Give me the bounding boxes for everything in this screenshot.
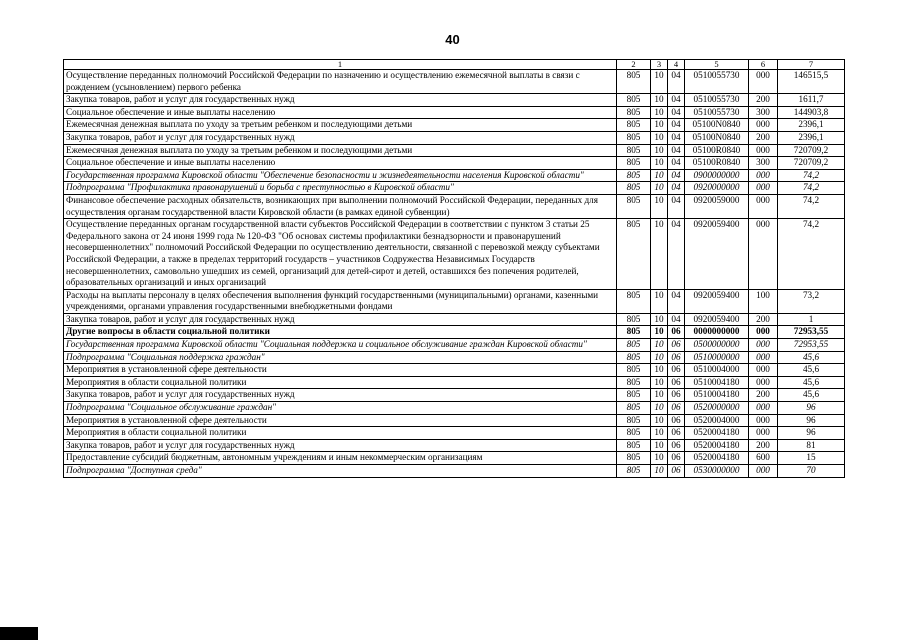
- table-row: [64, 364, 845, 377]
- table-row: [64, 289, 845, 313]
- subsection-code-cell: 06: [668, 452, 685, 465]
- target-article-cell: 0520004180: [685, 439, 749, 452]
- ministry-code-cell: 805: [617, 414, 651, 427]
- target-article-cell: 0920000000: [685, 182, 749, 195]
- table-row: [64, 169, 845, 182]
- expense-type-cell: 000: [749, 465, 778, 478]
- subsection-code-cell: 06: [668, 389, 685, 402]
- row-name-cell: Подпрограмма "Доступная среда": [64, 465, 617, 478]
- amount-cell: 73,2: [778, 289, 845, 313]
- column-header: 5: [685, 60, 749, 70]
- row-name-cell: Закупка товаров, работ и услуг для государственных нужд: [64, 131, 617, 144]
- ministry-code-cell: 805: [617, 439, 651, 452]
- row-name-cell: Ежемесячная денежная выплата по уходу за третьим ребенком и последующими детьми: [64, 144, 617, 157]
- amount-cell: 96: [778, 402, 845, 415]
- expense-type-cell: 000: [749, 169, 778, 182]
- row-name-cell: Государственная программа Кировской области "Обеспечение безопасности и жизнедеятельности населения Кировской области": [64, 169, 617, 182]
- row-name-cell: Подпрограмма "Социальная поддержка граждан": [64, 351, 617, 364]
- amount-cell: 72953,55: [778, 326, 845, 339]
- table-row: [64, 94, 845, 107]
- section-code-cell: 10: [651, 94, 668, 107]
- ministry-code-cell: 805: [617, 289, 651, 313]
- expense-type-cell: 000: [749, 364, 778, 377]
- column-header: 1: [64, 60, 617, 70]
- table-row: [64, 326, 845, 339]
- ministry-code-cell: 805: [617, 313, 651, 326]
- amount-cell: 81: [778, 439, 845, 452]
- ministry-code-cell: 805: [617, 70, 651, 94]
- row-name-cell: Закупка товаров, работ и услуг для государственных нужд: [64, 439, 617, 452]
- expense-type-cell: 200: [749, 439, 778, 452]
- section-code-cell: 10: [651, 427, 668, 440]
- row-name-cell: Осуществление переданных органам государственной власти субъектов Российской Федерации в соответствии с пунктом 3 статьи 25 Федерального закона от 24 июня 1999 года № 120-ФЗ "Об основах системы профилактики безнадзорности и правонарушений несовершеннолетних" полномочий Российской Федерации по осуществлению деятельности, связанной с перевозкой между субъектами Российской Федерации, а также в пределах территорий государств – участников Содружества Независимых Государств несовершеннолетних, самовольно ушедших из семей, организаций для детей-сирот и детей, оставшихся без попечения родителей, образовательных организаций и иных организаций: [64, 219, 617, 290]
- expense-type-cell: 000: [749, 402, 778, 415]
- subsection-code-cell: 04: [668, 289, 685, 313]
- ministry-code-cell: 805: [617, 351, 651, 364]
- subsection-code-cell: 06: [668, 427, 685, 440]
- subsection-code-cell: 06: [668, 326, 685, 339]
- subsection-code-cell: 04: [668, 182, 685, 195]
- table-row: [64, 402, 845, 415]
- section-code-cell: 10: [651, 339, 668, 352]
- section-code-cell: 10: [651, 70, 668, 94]
- ministry-code-cell: 805: [617, 339, 651, 352]
- table-body: [64, 70, 845, 478]
- ministry-code-cell: 805: [617, 364, 651, 377]
- target-article-cell: 0510000000: [685, 351, 749, 364]
- column-header: 6: [749, 60, 778, 70]
- expense-type-cell: 600: [749, 452, 778, 465]
- section-code-cell: 10: [651, 144, 668, 157]
- ministry-code-cell: 805: [617, 106, 651, 119]
- section-code-cell: 10: [651, 119, 668, 132]
- table-row: [64, 119, 845, 132]
- expense-type-cell: 000: [749, 427, 778, 440]
- target-article-cell: 0520004000: [685, 414, 749, 427]
- table-row: [64, 131, 845, 144]
- amount-cell: 74,2: [778, 169, 845, 182]
- subsection-code-cell: 04: [668, 70, 685, 94]
- amount-cell: 1: [778, 313, 845, 326]
- section-code-cell: 10: [651, 169, 668, 182]
- row-name-cell: Подпрограмма "Профилактика правонарушений и борьба с преступностью в Кировской области": [64, 182, 617, 195]
- target-article-cell: 0520000000: [685, 402, 749, 415]
- table-row: [64, 452, 845, 465]
- target-article-cell: 0510004180: [685, 376, 749, 389]
- row-name-cell: Другие вопросы в области социальной политики: [64, 326, 617, 339]
- target-article-cell: 05100N0840: [685, 119, 749, 132]
- target-article-cell: 0520004180: [685, 452, 749, 465]
- amount-cell: 144903,8: [778, 106, 845, 119]
- target-article-cell: 0920059400: [685, 219, 749, 290]
- table-row: [64, 219, 845, 290]
- table-row: [64, 144, 845, 157]
- row-name-cell: Предоставление субсидий бюджетным, автономным учреждениям и иным некоммерческим организациям: [64, 452, 617, 465]
- page-number: 40: [445, 32, 460, 47]
- amount-cell: 72953,55: [778, 339, 845, 352]
- row-name-cell: Мероприятия в установленной сфере деятельности: [64, 414, 617, 427]
- amount-cell: 45,6: [778, 351, 845, 364]
- subsection-code-cell: 04: [668, 157, 685, 170]
- subsection-code-cell: 04: [668, 94, 685, 107]
- subsection-code-cell: 04: [668, 131, 685, 144]
- subsection-code-cell: 04: [668, 219, 685, 290]
- section-code-cell: 10: [651, 131, 668, 144]
- table-row: [64, 376, 845, 389]
- target-article-cell: 05100N0840: [685, 131, 749, 144]
- expense-type-cell: 300: [749, 106, 778, 119]
- table-row: [64, 389, 845, 402]
- expense-type-cell: 000: [749, 219, 778, 290]
- amount-cell: 74,2: [778, 182, 845, 195]
- target-article-cell: 0520004180: [685, 427, 749, 440]
- budget-table: [63, 59, 845, 478]
- table-row: [64, 157, 845, 170]
- column-header: 4: [668, 60, 685, 70]
- section-code-cell: 10: [651, 182, 668, 195]
- ministry-code-cell: 805: [617, 144, 651, 157]
- ministry-code-cell: 805: [617, 157, 651, 170]
- table-row: [64, 465, 845, 478]
- table-row: [64, 351, 845, 364]
- expense-type-cell: 000: [749, 326, 778, 339]
- ministry-code-cell: 805: [617, 169, 651, 182]
- target-article-cell: 0530000000: [685, 465, 749, 478]
- amount-cell: 45,6: [778, 364, 845, 377]
- amount-cell: 15: [778, 452, 845, 465]
- target-article-cell: 0510004180: [685, 389, 749, 402]
- section-code-cell: 10: [651, 465, 668, 478]
- table-row: [64, 313, 845, 326]
- target-article-cell: 0900000000: [685, 169, 749, 182]
- amount-cell: 720709,2: [778, 157, 845, 170]
- section-code-cell: 10: [651, 439, 668, 452]
- section-code-cell: 10: [651, 414, 668, 427]
- row-name-cell: Социальное обеспечение и иные выплаты населению: [64, 106, 617, 119]
- section-code-cell: 10: [651, 289, 668, 313]
- expense-type-cell: 000: [749, 119, 778, 132]
- section-code-cell: 10: [651, 376, 668, 389]
- row-name-cell: Государственная программа Кировской области "Социальная поддержка и социальное обслуживание граждан Кировской области": [64, 339, 617, 352]
- target-article-cell: 05100R0840: [685, 144, 749, 157]
- expense-type-cell: 000: [749, 182, 778, 195]
- subsection-code-cell: 06: [668, 351, 685, 364]
- target-article-cell: 0510055730: [685, 106, 749, 119]
- expense-type-cell: 100: [749, 289, 778, 313]
- target-article-cell: 0000000000: [685, 326, 749, 339]
- section-code-cell: 10: [651, 157, 668, 170]
- target-article-cell: 0920059400: [685, 313, 749, 326]
- section-code-cell: 10: [651, 326, 668, 339]
- table-row: [64, 339, 845, 352]
- section-code-cell: 10: [651, 194, 668, 218]
- section-code-cell: 10: [651, 389, 668, 402]
- subsection-code-cell: 06: [668, 414, 685, 427]
- row-name-cell: Финансовое обеспечение расходных обязательств, возникающих при выполнении полномочий Российской Федерации, переданных для осуществления органам государственной власти Кировской области (в рамках единой субвенции): [64, 194, 617, 218]
- row-name-cell: Мероприятия в области социальной политики: [64, 427, 617, 440]
- section-code-cell: 10: [651, 351, 668, 364]
- target-article-cell: 0510055730: [685, 70, 749, 94]
- table-row: [64, 182, 845, 195]
- expense-type-cell: 200: [749, 131, 778, 144]
- target-article-cell: 0920059400: [685, 289, 749, 313]
- ministry-code-cell: 805: [617, 326, 651, 339]
- expense-type-cell: 000: [749, 376, 778, 389]
- section-code-cell: 10: [651, 219, 668, 290]
- amount-cell: 720709,2: [778, 144, 845, 157]
- subsection-code-cell: 04: [668, 144, 685, 157]
- target-article-cell: 0920059000: [685, 194, 749, 218]
- subsection-code-cell: 06: [668, 376, 685, 389]
- ministry-code-cell: 805: [617, 376, 651, 389]
- row-name-cell: Осуществление переданных полномочий Российской Федерации по назначению и осуществлению ежемесячной выплаты в связи с рождением (усыновлением) первого ребенка: [64, 70, 617, 94]
- subsection-code-cell: 04: [668, 119, 685, 132]
- table-row: [64, 70, 845, 94]
- target-article-cell: 0510004000: [685, 364, 749, 377]
- row-name-cell: Подпрограмма "Социальное обслуживание граждан": [64, 402, 617, 415]
- row-name-cell: Закупка товаров, работ и услуг для государственных нужд: [64, 313, 617, 326]
- target-article-cell: 0510055730: [685, 94, 749, 107]
- amount-cell: 45,6: [778, 376, 845, 389]
- amount-cell: 146515,5: [778, 70, 845, 94]
- table-row: [64, 194, 845, 218]
- scan-margin-mark: [0, 627, 38, 640]
- expense-type-cell: 000: [749, 70, 778, 94]
- amount-cell: 74,2: [778, 194, 845, 218]
- row-name-cell: Закупка товаров, работ и услуг для государственных нужд: [64, 389, 617, 402]
- section-code-cell: 10: [651, 313, 668, 326]
- table-row: [64, 439, 845, 452]
- subsection-code-cell: 06: [668, 364, 685, 377]
- amount-cell: 45,6: [778, 389, 845, 402]
- subsection-code-cell: 04: [668, 169, 685, 182]
- expense-type-cell: 200: [749, 94, 778, 107]
- expense-type-cell: 000: [749, 339, 778, 352]
- subsection-code-cell: 04: [668, 106, 685, 119]
- row-name-cell: Мероприятия в области социальной политики: [64, 376, 617, 389]
- amount-cell: 2396,1: [778, 119, 845, 132]
- expense-type-cell: 200: [749, 389, 778, 402]
- ministry-code-cell: 805: [617, 427, 651, 440]
- subsection-code-cell: 04: [668, 194, 685, 218]
- table-row: [64, 414, 845, 427]
- row-name-cell: Мероприятия в установленной сфере деятельности: [64, 364, 617, 377]
- ministry-code-cell: 805: [617, 402, 651, 415]
- ministry-code-cell: 805: [617, 465, 651, 478]
- row-name-cell: Социальное обеспечение и иные выплаты населению: [64, 157, 617, 170]
- ministry-code-cell: 805: [617, 182, 651, 195]
- subsection-code-cell: 04: [668, 313, 685, 326]
- section-code-cell: 10: [651, 106, 668, 119]
- column-header: 3: [651, 60, 668, 70]
- table-header-row: [64, 60, 845, 70]
- expense-type-cell: 000: [749, 414, 778, 427]
- subsection-code-cell: 06: [668, 465, 685, 478]
- column-header: 2: [617, 60, 651, 70]
- table-row: [64, 106, 845, 119]
- column-header: 7: [778, 60, 845, 70]
- ministry-code-cell: 805: [617, 389, 651, 402]
- expense-type-cell: 200: [749, 313, 778, 326]
- expense-type-cell: 000: [749, 194, 778, 218]
- expense-type-cell: 300: [749, 157, 778, 170]
- subsection-code-cell: 06: [668, 339, 685, 352]
- ministry-code-cell: 805: [617, 452, 651, 465]
- amount-cell: 96: [778, 414, 845, 427]
- subsection-code-cell: 06: [668, 439, 685, 452]
- amount-cell: 1611,7: [778, 94, 845, 107]
- ministry-code-cell: 805: [617, 94, 651, 107]
- amount-cell: 2396,1: [778, 131, 845, 144]
- section-code-cell: 10: [651, 364, 668, 377]
- target-article-cell: 05100R0840: [685, 157, 749, 170]
- row-name-cell: Закупка товаров, работ и услуг для государственных нужд: [64, 94, 617, 107]
- table-row: [64, 427, 845, 440]
- ministry-code-cell: 805: [617, 194, 651, 218]
- amount-cell: 70: [778, 465, 845, 478]
- ministry-code-cell: 805: [617, 119, 651, 132]
- expense-type-cell: 000: [749, 351, 778, 364]
- subsection-code-cell: 06: [668, 402, 685, 415]
- ministry-code-cell: 805: [617, 131, 651, 144]
- expense-type-cell: 000: [749, 144, 778, 157]
- section-code-cell: 10: [651, 402, 668, 415]
- target-article-cell: 0500000000: [685, 339, 749, 352]
- section-code-cell: 10: [651, 452, 668, 465]
- amount-cell: 74,2: [778, 219, 845, 290]
- ministry-code-cell: 805: [617, 219, 651, 290]
- row-name-cell: Ежемесячная денежная выплата по уходу за третьим ребенком и последующими детьми: [64, 119, 617, 132]
- amount-cell: 96: [778, 427, 845, 440]
- row-name-cell: Расходы на выплаты персоналу в целях обеспечения выполнения функций государственными (муниципальными) органами, казенными учреждениями, органами управления государственными внебюджетными фондами: [64, 289, 617, 313]
